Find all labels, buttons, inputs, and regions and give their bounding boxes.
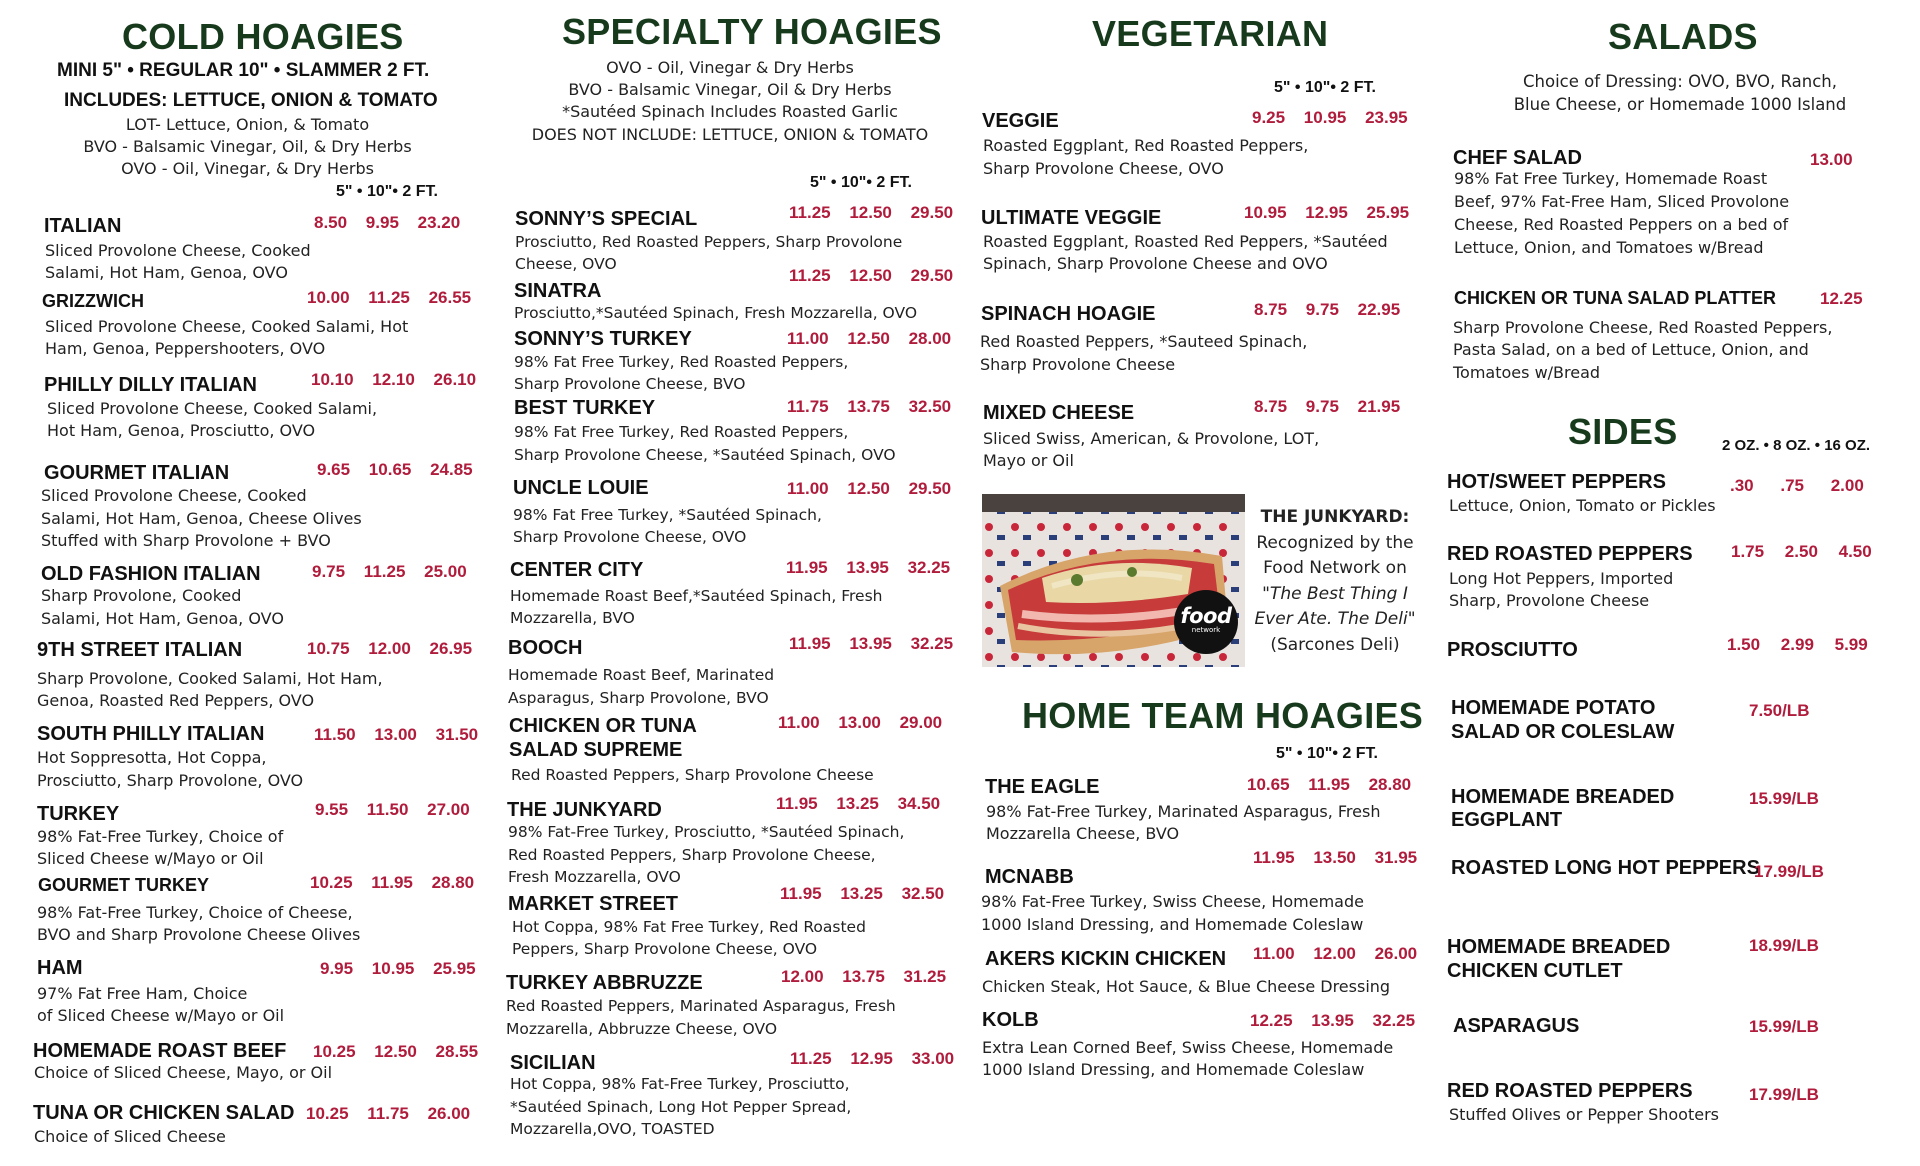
menu-item-name: EGGPLANT <box>1451 809 1563 831</box>
cold-note: BVO - Balsamic Vinegar, Oil, & Dry Herbs <box>83 137 412 156</box>
promo-line: Recognized by the <box>1256 532 1414 553</box>
menu-item-price: 10.65 11.95 28.80 <box>1247 775 1412 794</box>
menu-item-desc: Sharp Provolone, Cooked Salami, Hot Ham, <box>37 669 383 688</box>
menu-item-desc: 98% Fat Free Turkey, Homemade Roast <box>1454 169 1768 188</box>
menu-item-desc: Red Roasted Peppers, Sharp Provolone Cheese <box>511 766 874 784</box>
menu-item-name: UNCLE LOUIE <box>513 477 649 499</box>
menu-item-desc: Salami, Hot Ham, Genoa, Cheese Olives <box>41 509 362 528</box>
promo-line: (Sarcones Deli) <box>1270 634 1400 655</box>
menu-item-desc: Stuffed Olives or Pepper Shooters <box>1449 1105 1719 1124</box>
salads-title: SALADS <box>1608 16 1758 57</box>
menu-item-desc: Pasta Salad, on a bed of Lettuce, Onion, and <box>1453 340 1809 359</box>
menu-item-price: 13.00 <box>1810 150 1853 169</box>
menu-item-desc: Chicken Steak, Hot Sauce, & Blue Cheese Dressing <box>982 977 1391 996</box>
menu-item-price: 18.99/LB <box>1749 936 1819 955</box>
menu-item-name: OLD FASHION ITALIAN <box>41 563 261 585</box>
promo-title: THE JUNKYARD: <box>1260 507 1410 527</box>
vegetarian-title: VEGETARIAN <box>1092 13 1329 54</box>
menu-item-price: 9.95 10.95 25.95 <box>320 959 476 978</box>
menu-item-desc: Prosciutto, Red Roasted Peppers, Sharp Provolone <box>515 233 903 251</box>
cold-sizes-line: MINI 5" • REGULAR 10" • SLAMMER 2 FT. <box>57 60 430 81</box>
menu-item-name: GRIZZWICH <box>42 291 144 311</box>
menu-item-name: SICILIAN <box>510 1052 596 1074</box>
promo-quote: Ever Ate. The Deli" <box>1254 609 1416 629</box>
menu-item-desc: 98% Fat-Free Turkey, Choice of Cheese, <box>37 903 353 922</box>
menu-item-name: THE JUNKYARD <box>507 799 662 821</box>
menu-item-desc: Sliced Provolone Cheese, Cooked <box>45 241 311 260</box>
specialty-note: OVO - Oil, Vinegar & Dry Herbs <box>606 58 854 77</box>
menu-item-name: SINATRA <box>514 280 602 302</box>
menu-item-desc: Peppers, Sharp Provolone Cheese, OVO <box>512 940 818 958</box>
menu-item-name: MIXED CHEESE <box>983 402 1135 424</box>
menu-item-name: PHILLY DILLY ITALIAN <box>44 374 257 396</box>
menu-item-desc: Prosciutto,*Sautéed Spinach, Fresh Mozzarella, OVO <box>514 304 918 322</box>
menu-item-desc: Mozzarella, Abbruzze Cheese, OVO <box>506 1020 778 1038</box>
menu-item-name: VEGGIE <box>982 110 1059 132</box>
menu-item-name: CHEF SALAD <box>1453 147 1582 169</box>
menu-item-desc: Sliced Provolone Cheese, Cooked Salami, <box>47 399 378 418</box>
menu-item-desc: Spinach, Sharp Provolone Cheese and OVO <box>983 254 1328 273</box>
menu-item-name: HOT/SWEET PEPPERS <box>1447 471 1666 493</box>
menu-item-price: 10.10 12.10 26.10 <box>311 370 477 389</box>
menu-item-price: 11.95 13.25 32.50 <box>780 884 945 903</box>
menu-item-price: 15.99/LB <box>1749 1017 1819 1036</box>
menu-item-desc: Lettuce, Onion, and Tomatoes w/Bread <box>1454 238 1764 257</box>
menu-item-name: GOURMET ITALIAN <box>44 462 230 484</box>
salads-note: Choice of Dressing: OVO, BVO, Ranch, <box>1523 72 1837 91</box>
menu-item-name: MCNABB <box>985 866 1074 888</box>
menu-item-desc: Mozzarella Cheese, BVO <box>986 824 1180 843</box>
promo-text <box>1250 505 1420 658</box>
menu-item-name: 9TH STREET ITALIAN <box>37 639 243 661</box>
menu-item-price: 12.25 <box>1820 289 1863 308</box>
menu-item-name: SALAD SUPREME <box>509 739 683 761</box>
menu-item-desc: Mozzarella, BVO <box>510 609 635 627</box>
menu-item-desc: 1000 Island Dressing, and Homemade Coleslaw <box>981 915 1364 934</box>
menu-item-name: HOMEMADE ROAST BEEF <box>33 1040 287 1062</box>
cold-note: LOT- Lettuce, Onion, & Tomato <box>125 115 370 134</box>
menu-item-price: 9.65 10.65 24.85 <box>317 460 473 479</box>
menu-item-name: SONNY’S SPECIAL <box>515 208 698 230</box>
cold-hoagies-title: COLD HOAGIES <box>122 16 404 57</box>
menu-item-desc: Red Roasted Peppers, Marinated Asparagus, Fresh <box>506 997 896 1015</box>
menu-item-desc: Sharp Provolone Cheese, OVO <box>513 528 747 546</box>
home-team-size-header: 5" • 10"• 2 FT. <box>1276 745 1378 762</box>
menu-item-name: ULTIMATE VEGGIE <box>981 207 1162 229</box>
menu-item-price: 9.55 11.50 27.00 <box>315 800 470 819</box>
menu-item-desc: Ham, Genoa, Peppershooters, OVO <box>45 339 326 358</box>
menu-item-desc: 98% Fat-Free Turkey, Choice of <box>37 827 284 846</box>
menu-item-desc: Hot Coppa, 98% Fat-Free Turkey, Prosciutto, <box>510 1075 850 1093</box>
cold-includes-line: INCLUDES: LETTUCE, ONION & TOMATO <box>64 90 438 111</box>
menu-item-desc: Cheese, OVO <box>515 255 617 273</box>
menu-item-price: 8.50 9.95 23.20 <box>314 213 461 232</box>
menu-item-desc: Hot Ham, Genoa, Prosciutto, OVO <box>47 421 316 440</box>
menu-item-name: MARKET STREET <box>508 893 678 915</box>
menu-item-name: GOURMET TURKEY <box>38 875 209 895</box>
menu-item-price: 11.25 12.50 29.50 <box>789 203 954 222</box>
menu-item-price: 11.95 13.50 31.95 <box>1253 848 1418 867</box>
menu-item-price: 11.95 13.95 32.25 <box>786 558 951 577</box>
menu-item-price: 11.95 13.25 34.50 <box>776 794 941 813</box>
menu-item-name: HAM <box>37 957 83 979</box>
menu-item-price: 11.50 13.00 31.50 <box>314 725 479 744</box>
menu-item-name: TURKEY ABBRUZZE <box>506 972 703 994</box>
menu-item-price: 11.00 13.00 29.00 <box>778 713 943 732</box>
promo-quote: "The Best Thing I <box>1262 583 1408 604</box>
menu-item-desc: Sharp Provolone Cheese <box>980 355 1176 374</box>
menu-item-price: 10.00 11.25 26.55 <box>307 288 472 307</box>
menu-item-name: CHICKEN CUTLET <box>1447 960 1623 982</box>
food-network-logo <box>1174 590 1238 654</box>
menu-item-price: 10.25 12.50 28.55 <box>313 1042 479 1061</box>
menu-item-name: ASPARAGUS <box>1453 1015 1580 1037</box>
menu-item-desc: 98% Fat-Free Turkey, Marinated Asparagus, Fresh <box>986 802 1381 821</box>
menu-item-desc: Choice of Sliced Cheese <box>34 1127 226 1146</box>
menu-item-desc: Red Roasted Peppers, *Sauteed Spinach, <box>980 332 1308 351</box>
menu-item-desc: Hot Coppa, 98% Fat Free Turkey, Red Roasted <box>512 918 866 936</box>
menu-item-name: SOUTH PHILLY ITALIAN <box>37 723 265 745</box>
menu-item-name: ROASTED LONG HOT PEPPERS <box>1451 857 1760 879</box>
menu-item-price: 11.00 12.50 28.00 <box>787 329 952 348</box>
menu-item-price: 12.00 13.75 31.25 <box>781 967 947 986</box>
menu-item-desc: Prosciutto, Sharp Provolone, OVO <box>37 771 304 790</box>
menu-item-name: CENTER CITY <box>510 559 644 581</box>
menu-item-price: 11.00 12.00 26.00 <box>1253 944 1418 963</box>
menu-item-desc: Lettuce, Onion, Tomato or Pickles <box>1449 496 1716 515</box>
specialty-size-header: 5" • 10"• 2 FT. <box>810 174 912 191</box>
menu-item-desc: Genoa, Roasted Red Peppers, OVO <box>37 691 315 710</box>
menu-item-desc: Homemade Roast Beef,*Sautéed Spinach, Fresh <box>510 587 883 605</box>
menu-item-name: SALAD OR COLESLAW <box>1451 721 1675 743</box>
menu-item-desc: 97% Fat Free Ham, Choice <box>37 984 248 1003</box>
menu-item-desc: Fresh Mozzarella, OVO <box>508 868 681 886</box>
menu-item-desc: Sharp Provolone Cheese, OVO <box>983 159 1224 178</box>
menu-item-name: RED ROASTED PEPPERS <box>1447 1080 1693 1102</box>
menu-item-name: AKERS KICKIN CHICKEN <box>985 948 1227 970</box>
vegetarian-size-header: 5" • 10"• 2 FT. <box>1274 79 1376 96</box>
menu-item-desc: Hot Soppresotta, Hot Coppa, <box>37 748 267 767</box>
menu-item-name: HOMEMADE BREADED <box>1451 786 1675 808</box>
food-network-logo-text: food <box>1180 604 1232 628</box>
menu-item-desc: 98% Fat Free Turkey, Red Roasted Peppers, <box>514 423 849 441</box>
food-network-logo-sub: network <box>1191 626 1221 634</box>
menu-item-name: BOOCH <box>508 637 583 659</box>
home-team-title: HOME TEAM HOAGIES <box>1022 695 1424 736</box>
specialty-hoagies-title: SPECIALTY HOAGIES <box>562 11 942 52</box>
menu-item-desc: Sharp, Provolone Cheese <box>1449 591 1650 610</box>
menu-item-desc: Roasted Eggplant, Roasted Red Peppers, *Sautéed <box>983 232 1388 251</box>
menu-item-price: 11.75 13.75 32.50 <box>787 397 952 416</box>
cold-note: OVO - Oil, Vinegar, & Dry Herbs <box>121 159 374 178</box>
menu-item-desc: *Sautéed Spinach, Long Hot Pepper Spread, <box>510 1098 852 1116</box>
menu-item-desc: Roasted Eggplant, Red Roasted Peppers, <box>983 136 1309 155</box>
menu-item-desc: of Sliced Cheese w/Mayo or Oil <box>37 1006 285 1025</box>
menu-item-desc: Choice of Sliced Cheese, Mayo, or Oil <box>34 1063 333 1082</box>
menu-item-price: 1.50 2.99 5.99 <box>1727 635 1868 654</box>
menu-item-price: 11.25 12.95 33.00 <box>790 1049 955 1068</box>
menu-item-desc: Sliced Swiss, American, & Provolone, LOT, <box>983 429 1320 448</box>
menu-item-name: TURKEY <box>37 803 120 825</box>
menu-item-desc: Extra Lean Corned Beef, Swiss Cheese, Homemade <box>982 1038 1394 1057</box>
menu-item-name: SPINACH HOAGIE <box>981 303 1156 325</box>
menu-item-price: 17.99/LB <box>1749 1085 1819 1104</box>
menu-item-desc: Mayo or Oil <box>983 451 1074 470</box>
menu-item-desc: Salami, Hot Ham, Genoa, OVO <box>45 263 288 282</box>
menu-item-price: 8.75 9.75 22.95 <box>1254 300 1401 319</box>
menu-item-price: 15.99/LB <box>1749 789 1819 808</box>
menu-item-name: BEST TURKEY <box>514 397 656 419</box>
menu-item-desc: Long Hot Peppers, Imported <box>1449 569 1674 588</box>
menu-item-name: HOMEMADE POTATO <box>1451 697 1656 719</box>
menu-item-price: .30 .75 2.00 <box>1730 476 1864 495</box>
menu-item-desc: 98% Fat-Free Turkey, Swiss Cheese, Homemade <box>981 892 1364 911</box>
menu-item-desc: Asparagus, Sharp Provolone, BVO <box>508 689 769 707</box>
menu-item-price: 11.25 12.50 29.50 <box>789 266 954 285</box>
menu-item-desc: 98% Fat Free Turkey, Red Roasted Peppers, <box>514 353 849 371</box>
menu-item-desc: Beef, 97% Fat-Free Ham, Sliced Provolone <box>1454 192 1790 211</box>
menu-item-price: 17.99/LB <box>1754 862 1824 881</box>
menu-item-desc: BVO and Sharp Provolone Cheese Olives <box>37 925 361 944</box>
menu-item-desc: 1000 Island Dressing, and Homemade Coleslaw <box>982 1060 1365 1079</box>
menu-item-name: CHICKEN OR TUNA <box>509 715 697 737</box>
menu-item-desc: Sliced Cheese w/Mayo or Oil <box>37 849 264 868</box>
menu-item-price: 10.95 12.95 25.95 <box>1244 203 1410 222</box>
menu-item-desc: Cheese, Red Roasted Peppers on a bed of <box>1454 215 1789 234</box>
menu-item-price: 8.75 9.75 21.95 <box>1254 397 1401 416</box>
menu-item-desc: Sliced Provolone Cheese, Cooked Salami, Hot <box>45 317 409 336</box>
menu-item-desc: Sharp Provolone Cheese, BVO <box>514 375 746 393</box>
menu-item-name: KOLB <box>982 1009 1039 1031</box>
menu-item-desc: Homemade Roast Beef, Marinated <box>508 666 775 684</box>
sides-title: SIDES <box>1568 411 1678 452</box>
menu-item-desc: 98% Fat Free Turkey, *Sautéed Spinach, <box>513 506 822 524</box>
promo-line: Food Network on <box>1263 558 1407 578</box>
specialty-note: BVO - Balsamic Vinegar, Oil & Dry Herbs <box>568 80 892 99</box>
menu-item-name: CHICKEN OR TUNA SALAD PLATTER <box>1454 288 1776 308</box>
menu-item-desc: Sliced Provolone Cheese, Cooked <box>41 486 307 505</box>
menu-item-price: 9.75 11.25 25.00 <box>312 562 467 581</box>
specialty-note: *Sautéed Spinach Includes Roasted Garlic <box>562 102 898 121</box>
menu-item-price: 11.00 12.50 29.50 <box>787 479 952 498</box>
salads-note: Blue Cheese, or Homemade 1000 Island <box>1513 95 1847 114</box>
menu-item-desc: Sharp Provolone, Cooked <box>41 586 242 605</box>
menu-item-desc: Mozzarella,OVO, TOASTED <box>510 1120 715 1138</box>
cold-size-header: 5" • 10"• 2 FT. <box>336 183 438 200</box>
menu-item-price: 12.25 13.95 32.25 <box>1250 1011 1416 1030</box>
sides-size-header: 2 OZ. • 8 OZ. • 16 OZ. <box>1722 437 1871 454</box>
menu-item-price: 10.25 11.95 28.80 <box>310 873 475 892</box>
menu-item-price: 10.75 12.00 26.95 <box>307 639 473 658</box>
menu-item-name: HOMEMADE BREADED <box>1447 936 1671 958</box>
menu-item-name: TUNA OR CHICKEN SALAD <box>33 1102 295 1124</box>
menu-item-price: 7.50/LB <box>1749 701 1810 720</box>
menu-item-price: 10.25 11.75 26.00 <box>306 1104 471 1123</box>
menu-item-desc: Tomatoes w/Bread <box>1453 363 1601 382</box>
menu-item-name: SONNY’S TURKEY <box>514 328 692 350</box>
menu-item-price: 1.75 2.50 4.50 <box>1731 542 1872 561</box>
menu-item-name: RED ROASTED PEPPERS <box>1447 543 1693 565</box>
menu-item-name: THE EAGLE <box>985 776 1100 798</box>
specialty-note: DOES NOT INCLUDE: LETTUCE, ONION & TOMATO <box>531 125 929 144</box>
menu-item-desc: Sharp Provolone Cheese, Red Roasted Peppers, <box>1453 318 1833 337</box>
menu-item-desc: Red Roasted Peppers, Sharp Provolone Cheese, <box>508 846 876 864</box>
menu-item-desc: Sharp Provolone Cheese, *Sautéed Spinach, OVO <box>514 446 896 464</box>
menu-item-name: ITALIAN <box>44 215 122 237</box>
menu-item-price: 11.95 13.95 32.25 <box>789 634 954 653</box>
menu-item-name: PROSCIUTTO <box>1447 639 1578 661</box>
menu-item-price: 9.25 10.95 23.95 <box>1252 108 1408 127</box>
menu-item-desc: 98% Fat-Free Turkey, Prosciutto, *Sautéed Spinach, <box>508 823 905 841</box>
menu-item-desc: Salami, Hot Ham, Genoa, OVO <box>41 609 284 628</box>
menu-item-desc: Stuffed with Sharp Provolone + BVO <box>41 531 331 550</box>
